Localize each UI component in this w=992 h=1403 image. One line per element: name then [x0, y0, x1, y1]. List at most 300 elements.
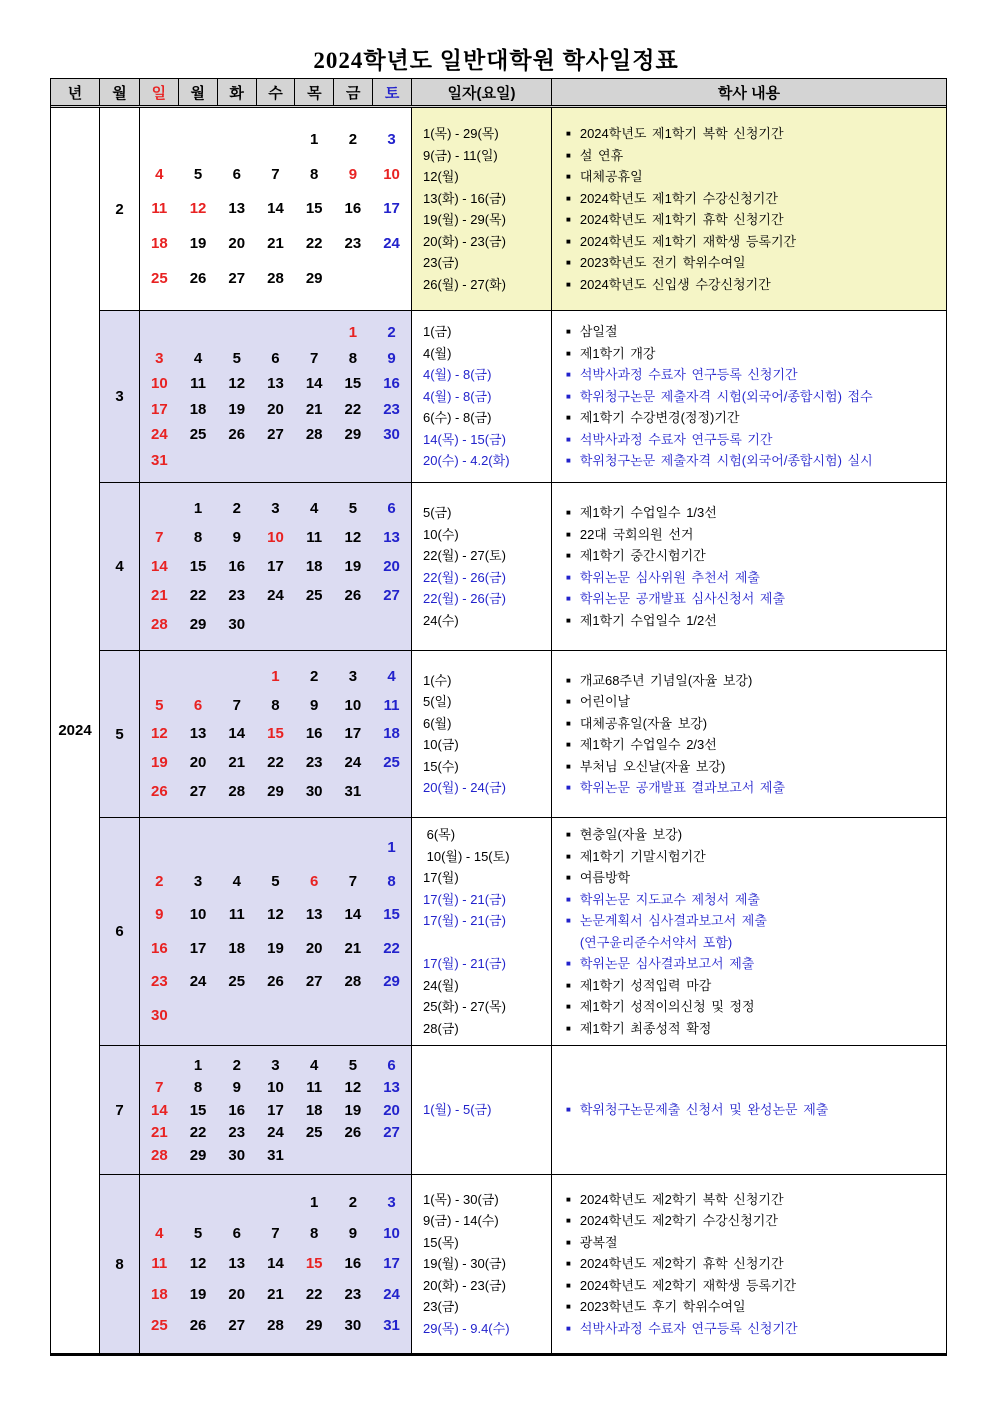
- calendar-day: [179, 131, 218, 148]
- weekday-label: 화: [217, 79, 256, 105]
- calendar-day: 21: [151, 1124, 168, 1141]
- calendar-day: 24: [189, 973, 207, 991]
- calendar-day: [140, 668, 179, 685]
- bullet-icon: ■: [566, 391, 571, 401]
- calendar-day: 17: [151, 400, 168, 418]
- calendar-day: 23: [344, 235, 362, 253]
- calendar-day: 22: [189, 1124, 207, 1141]
- calendar-day: [334, 270, 373, 287]
- calendar-day: 28: [151, 1146, 168, 1164]
- calendar-day: 30: [228, 616, 246, 633]
- month-row-6: [99, 817, 946, 1045]
- date-range: 24(월): [423, 977, 459, 993]
- calendar-day: 24: [151, 426, 168, 444]
- calendar-day: 21: [228, 754, 246, 772]
- calendar-day: 13: [383, 1079, 400, 1096]
- calendar-week: [140, 668, 411, 685]
- content-column: [551, 1046, 946, 1174]
- month-label: 8: [99, 1175, 139, 1353]
- calendar-day: 15: [189, 1101, 207, 1119]
- calendar-week: [140, 587, 411, 604]
- calendar: [139, 1175, 411, 1353]
- calendar-day: 3: [387, 1193, 396, 1211]
- schedule-item: [564, 386, 946, 408]
- calendar-day: 14: [305, 375, 323, 393]
- date-range: [423, 932, 551, 954]
- calendar-day: 11: [151, 200, 168, 218]
- calendar-week: [140, 166, 411, 183]
- schedule-item-text: 여름방학: [579, 870, 631, 885]
- schedule-item-text: 2023학년도 후기 학위수여일: [579, 1299, 746, 1315]
- calendar-day: 6: [193, 696, 203, 714]
- calendar: [139, 108, 411, 310]
- calendar-day: [334, 1147, 373, 1164]
- weekday-label: 월: [178, 79, 217, 105]
- date-range: 17(월) - 21(금): [423, 913, 506, 928]
- calendar-day: 27: [228, 270, 246, 288]
- calendar-day: 3: [155, 349, 164, 367]
- calendar-day: 17: [383, 200, 400, 218]
- calendar-day: 1: [348, 324, 358, 342]
- schedule-item: [564, 1232, 946, 1254]
- calendar-week: [140, 906, 411, 923]
- calendar-week: [140, 426, 411, 443]
- schedule-item: [564, 867, 946, 889]
- calendar-day: 20: [383, 558, 400, 575]
- calendar-day: 25: [189, 426, 207, 444]
- calendar-day: 31: [151, 451, 168, 469]
- date-range: 6(수) - 8(금): [423, 410, 492, 426]
- bullet-icon: ■: [566, 1105, 571, 1115]
- schedule-item-text: 제1학기 최종성적 확정: [579, 1020, 712, 1036]
- calendar-day: 15: [383, 906, 400, 924]
- schedule-item-text: 현충일(자율 보강): [579, 827, 683, 842]
- header-month: 월: [99, 79, 139, 105]
- calendar-day: 4: [155, 1224, 164, 1242]
- calendar-day: 16: [383, 375, 400, 393]
- schedule-item: [564, 252, 946, 274]
- calendar-day: 20: [189, 754, 207, 772]
- calendar-week: [140, 754, 411, 771]
- calendar-day: 28: [267, 1317, 284, 1335]
- calendar-day: 2: [309, 667, 319, 685]
- bullet-icon: ■: [566, 675, 571, 685]
- calendar-week: [140, 1057, 411, 1074]
- calendar-day: 21: [151, 587, 168, 604]
- schedule-item: [564, 756, 946, 778]
- month-label: 7: [99, 1046, 139, 1174]
- header-year: 년: [67, 84, 83, 102]
- calendar-day: [334, 1007, 373, 1024]
- calendar-day: 13: [228, 200, 246, 218]
- schedule-item-text: 부처님 오신날(자율 보강): [579, 758, 726, 774]
- calendar-day: 16: [151, 939, 168, 957]
- calendar-day: 20: [228, 1286, 246, 1304]
- date-range: 28(금): [423, 1020, 459, 1036]
- calendar-day: 8: [193, 529, 203, 546]
- calendar-day: 21: [267, 1286, 284, 1304]
- calendar-week: [140, 783, 411, 800]
- calendar-day: 4: [387, 667, 396, 685]
- month-label: 3: [99, 311, 139, 482]
- calendar-week: [140, 1194, 411, 1211]
- calendar-day: 7: [271, 1224, 280, 1242]
- calendar-day: 16: [228, 558, 246, 575]
- bullet-icon: ■: [566, 1280, 571, 1290]
- schedule-item-text: 학위논문 공개발표 심사신청서 제출: [579, 591, 786, 606]
- calendar-day: 9: [232, 529, 241, 546]
- calendar-day: 11: [190, 375, 206, 393]
- content-column: [551, 311, 946, 482]
- header-dates: 일자(요일): [411, 79, 551, 105]
- calendar-day: 18: [305, 558, 323, 575]
- schedule-item: [564, 364, 946, 386]
- schedule-item: [564, 953, 946, 975]
- schedule-item: [564, 524, 946, 546]
- bullet-icon: ■: [566, 551, 571, 560]
- calendar-day: 25: [151, 270, 168, 288]
- schedule-item-text: 2024학년도 제2학기 복학 신청기간: [579, 1191, 784, 1207]
- calendar-day: 28: [228, 783, 246, 801]
- calendar-day: [256, 324, 295, 341]
- weekday-label: 수: [256, 79, 295, 105]
- calendar-day: [295, 324, 334, 341]
- schedule-item: [564, 545, 946, 567]
- calendar-day: 14: [228, 725, 246, 743]
- month-label: 2: [99, 108, 139, 310]
- bullet-icon: ■: [566, 980, 571, 990]
- schedule-item-text: 2024학년도 신입생 수강신청기간: [579, 276, 771, 292]
- calendar-day: 25: [228, 973, 246, 991]
- schedule-item-text: 석박사과정 수료자 연구등록 신청기간: [579, 1320, 798, 1336]
- calendar-day: [256, 131, 295, 148]
- schedule-item: [564, 321, 946, 343]
- calendar-day: 31: [267, 1146, 284, 1164]
- calendar-day: 29: [267, 783, 284, 801]
- calendar-day: 19: [151, 754, 168, 772]
- calendar-day: 2: [348, 130, 358, 148]
- calendar-day: 11: [306, 1079, 323, 1096]
- bullet-icon: ■: [566, 615, 571, 625]
- weekday-label: 목: [294, 79, 333, 105]
- calendar-day: 4: [232, 872, 241, 890]
- bullet-icon: ■: [566, 594, 571, 603]
- bullet-icon: ■: [566, 1302, 571, 1312]
- date-range: 25(화) - 27(목): [423, 999, 506, 1014]
- schedule-item-text: 학위청구논문 제출자격 시험(외국어/종합시험) 접수: [579, 388, 873, 404]
- calendar-day: [256, 616, 295, 633]
- calendar-day: 24: [383, 235, 400, 253]
- calendar-day: 7: [155, 529, 164, 546]
- schedule-item-text: 논문계획서 심사결과보고서 제출: [579, 913, 767, 928]
- schedule-item-text: 학위청구논문제출 신청서 및 완성논문 제출: [579, 1102, 829, 1118]
- schedule-item: [564, 166, 946, 188]
- calendar-day: 12: [267, 906, 284, 924]
- calendar-day: 5: [232, 349, 241, 367]
- calendar-day: 5: [271, 872, 280, 890]
- calendar-day: 12: [344, 1079, 362, 1096]
- calendar: [139, 818, 411, 1045]
- calendar: [139, 1046, 411, 1174]
- bullet-icon: ■: [566, 1259, 571, 1269]
- calendar-day: [334, 452, 373, 469]
- calendar-day: 28: [344, 973, 362, 991]
- calendar-day: [179, 324, 218, 341]
- bullet-icon: ■: [566, 1237, 571, 1247]
- calendar-day: 3: [387, 130, 396, 148]
- bullet-icon: ■: [566, 1216, 571, 1226]
- calendar-day: 6: [232, 165, 241, 183]
- schedule-item-text: 제1학기 수강변경(정정)기간: [579, 410, 740, 426]
- bullet-icon: ■: [566, 959, 571, 968]
- schedule-item: [564, 1318, 946, 1340]
- date-range: 1(금): [423, 324, 452, 340]
- calendar-day: 29: [305, 1317, 323, 1335]
- calendar-day: 22: [189, 587, 207, 604]
- calendar-day: 23: [228, 1124, 246, 1141]
- calendar-day: [256, 839, 295, 856]
- calendar-day: 10: [267, 1079, 284, 1096]
- calendar-day: 29: [189, 1146, 207, 1164]
- date-range: 24(수): [423, 612, 459, 628]
- calendar-day: 7: [155, 1079, 164, 1096]
- bullet-icon: ■: [566, 434, 571, 444]
- date-column: [411, 311, 551, 482]
- calendar-week: [140, 1317, 411, 1334]
- date-range: 26(월) - 27(화): [423, 276, 506, 292]
- calendar-day: [295, 1007, 334, 1024]
- schedule-item: [564, 846, 946, 868]
- calendar-day: 17: [189, 939, 207, 957]
- schedule-item-text: 2024학년도 제1학기 재학생 등록기간: [579, 233, 797, 249]
- year-cell: 2024: [51, 108, 99, 1353]
- calendar-day: 29: [383, 973, 400, 991]
- schedule-item: [564, 670, 946, 692]
- schedule-item: [564, 610, 946, 632]
- calendar-week: [140, 839, 411, 856]
- calendar: [139, 311, 411, 482]
- date-range: 20(수) - 4.2(화): [423, 453, 510, 469]
- weekday-label: 토: [372, 79, 411, 105]
- schedule-item-text: 22대 국회의원 선거: [579, 526, 694, 542]
- calendar-day: 25: [305, 1124, 323, 1141]
- schedule-item-text: 학위논문 공개발표 결과보고서 제출: [579, 780, 786, 795]
- schedule-item: [564, 343, 946, 365]
- calendar-day: 9: [387, 349, 396, 367]
- calendar-week: [140, 697, 411, 714]
- schedule-item: [564, 450, 946, 472]
- calendar-day: 12: [189, 1255, 207, 1273]
- calendar-day: [334, 839, 373, 856]
- calendar-day: 16: [344, 200, 362, 218]
- bullet-icon: ■: [566, 1023, 571, 1033]
- date-range: 15(수): [423, 758, 459, 774]
- schedule-item-text: 2024학년도 제1학기 복학 신청기간: [579, 126, 784, 141]
- calendar-day: 7: [309, 349, 319, 367]
- calendar-day: 10: [383, 1224, 400, 1242]
- calendar-day: 3: [271, 1056, 280, 1074]
- date-range: 4(월): [423, 345, 452, 361]
- date-range: 15(목): [423, 1234, 459, 1250]
- bullet-icon: ■: [566, 370, 571, 380]
- calendar-day: 15: [267, 725, 284, 743]
- calendar-week: [140, 873, 411, 890]
- calendar-day: 25: [305, 587, 323, 604]
- calendar-day: [372, 452, 411, 469]
- header-weekdays: [139, 79, 411, 105]
- content-column: [551, 1175, 946, 1353]
- calendar-week: [140, 235, 411, 252]
- calendar-day: [140, 839, 179, 856]
- date-range: 1(월) - 5(금): [423, 1102, 492, 1118]
- calendar-day: [217, 1194, 256, 1211]
- month-label: 6: [99, 818, 139, 1045]
- schedule-item-text: 어린이날: [579, 694, 631, 709]
- calendar-day: 13: [383, 529, 400, 546]
- calendar-day: 18: [151, 235, 168, 253]
- calendar: [139, 651, 411, 817]
- calendar-week: [140, 375, 411, 392]
- calendar-week: [140, 131, 411, 148]
- calendar-day: 12: [151, 725, 168, 743]
- calendar-day: [217, 452, 256, 469]
- schedule-item: [564, 145, 946, 167]
- schedule-item-text: 제1학기 수업일수 1/2선: [579, 612, 717, 628]
- calendar-day: 15: [344, 375, 362, 393]
- schedule-item-text: 2024학년도 제1학기 휴학 신청기간: [579, 212, 784, 227]
- calendar-day: 30: [344, 1317, 362, 1335]
- schedule-item-text: 제1학기 성적이의신청 및 정정: [579, 999, 755, 1014]
- schedule-item-text: 2024학년도 제2학기 수강신청기간: [579, 1213, 778, 1229]
- calendar-day: 8: [348, 349, 358, 367]
- table-body: [51, 108, 946, 1353]
- calendar-day: 13: [267, 375, 284, 393]
- schedule-item-text: 석박사과정 수료자 연구등록 신청기간: [579, 367, 798, 383]
- calendar-day: 26: [267, 973, 284, 991]
- calendar-day: 12: [228, 375, 246, 393]
- date-range: 22(월) - 26(금): [423, 591, 506, 606]
- calendar-day: 27: [267, 426, 284, 444]
- content-column: [551, 818, 946, 1045]
- calendar: [139, 483, 411, 650]
- calendar-day: 14: [344, 906, 362, 924]
- schedule-item: [564, 1253, 946, 1275]
- bullet-icon: ■: [566, 1002, 571, 1011]
- calendar-day: 1: [387, 839, 396, 857]
- calendar-day: 31: [344, 783, 362, 801]
- calendar-day: 2: [387, 324, 396, 342]
- calendar-day: [140, 500, 179, 517]
- calendar-week: [140, 1102, 411, 1119]
- date-column: [411, 651, 551, 817]
- calendar-day: 23: [305, 754, 323, 772]
- bullet-icon: ■: [566, 456, 571, 466]
- calendar-day: 4: [193, 349, 203, 367]
- calendar-week: [140, 452, 411, 469]
- calendar-day: 2: [232, 1056, 241, 1074]
- schedule-item-text: 학위청구논문 제출자격 시험(외국어/종합시험) 실시: [579, 453, 873, 469]
- month-label: 4: [99, 483, 139, 650]
- calendar-day: 13: [189, 725, 207, 743]
- calendar-day: 16: [228, 1101, 246, 1119]
- calendar-day: 7: [232, 696, 241, 714]
- date-column: [411, 1046, 551, 1174]
- calendar-day: 22: [383, 939, 400, 957]
- calendar-day: 18: [228, 939, 246, 957]
- calendar-day: 23: [344, 1286, 362, 1304]
- schedule-item: [564, 502, 946, 524]
- calendar-day: 23: [151, 973, 168, 991]
- bullet-icon: ■: [566, 761, 571, 771]
- calendar-day: 26: [151, 783, 168, 801]
- calendar-day: 20: [305, 939, 323, 957]
- calendar-day: [140, 1194, 179, 1211]
- calendar-day: 29: [344, 426, 362, 444]
- calendar-day: [179, 839, 218, 856]
- schedule-item-text: 광복절: [579, 1234, 618, 1250]
- calendar-day: 8: [193, 1079, 203, 1096]
- calendar-day: 21: [305, 400, 323, 418]
- calendar-day: 10: [383, 165, 400, 183]
- calendar-day: 27: [383, 1124, 400, 1141]
- calendar-day: [372, 616, 411, 633]
- calendar-day: 13: [305, 906, 323, 924]
- bullet-icon: ■: [566, 327, 571, 337]
- calendar-day: 21: [267, 235, 284, 253]
- calendar-day: 9: [348, 1224, 358, 1242]
- bullet-icon: ■: [566, 172, 571, 181]
- bullet-icon: ■: [566, 851, 571, 861]
- date-range: 22(월) - 26(금): [423, 569, 506, 585]
- calendar-week: [140, 200, 411, 217]
- calendar-day: 26: [189, 270, 207, 288]
- calendar-day: 8: [271, 696, 280, 714]
- calendar-day: 11: [228, 906, 245, 924]
- month-row-4: [99, 482, 946, 650]
- schedule-item-text: 개교68주년 기념일(자율 보강): [579, 672, 753, 688]
- schedule-item-text: 제1학기 중간시험기간: [579, 548, 706, 563]
- calendar-day: [256, 1007, 295, 1024]
- schedule-item: [564, 567, 946, 589]
- calendar-day: 19: [267, 939, 284, 957]
- schedule-item: [564, 996, 946, 1018]
- bullet-icon: ■: [566, 279, 571, 289]
- calendar-day: 20: [267, 400, 284, 418]
- calendar-day: 6: [387, 1056, 396, 1074]
- calendar-day: 24: [267, 587, 284, 604]
- schedule-item: [564, 231, 946, 253]
- weekday-label: 금: [333, 79, 372, 105]
- calendar-day: 19: [189, 1286, 207, 1304]
- bullet-icon: ■: [566, 718, 571, 728]
- calendar-day: 10: [151, 375, 168, 393]
- calendar-day: 31: [383, 1317, 400, 1335]
- calendar-day: 26: [189, 1317, 207, 1335]
- calendar-day: 20: [228, 235, 246, 253]
- calendar-day: 3: [193, 872, 203, 890]
- bullet-icon: ■: [566, 894, 571, 904]
- bullet-icon: ■: [566, 193, 571, 203]
- calendar-week: [140, 558, 411, 575]
- month-row-2: [99, 108, 946, 310]
- bullet-icon: ■: [566, 830, 571, 839]
- calendar-day: 17: [267, 558, 284, 575]
- calendar-day: 11: [151, 1255, 168, 1273]
- calendar-day: 1: [193, 1056, 203, 1074]
- calendar-day: 25: [383, 754, 400, 772]
- schedule-item: [564, 1018, 946, 1040]
- date-range: 5(금): [423, 505, 452, 520]
